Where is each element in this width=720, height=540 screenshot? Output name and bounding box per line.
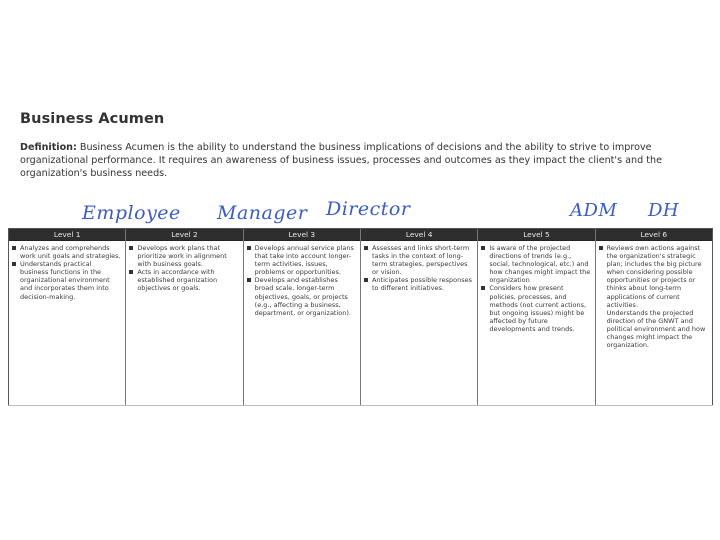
list-item: Considers how present policies, processes, and methods (not current actions, but ongoing issues) might be affected by future developments and trends. [481, 284, 590, 333]
square-bullet-icon [481, 246, 485, 250]
list-item: Develops and establishes broad scale, longer-term objectives, goals, or projects (e.g., affecting a business, department, or organization). [247, 276, 356, 316]
level-body [126, 241, 242, 295]
level-column-5 [478, 229, 595, 405]
square-bullet-icon [364, 246, 368, 250]
level-column-6 [596, 229, 712, 405]
level-header: Level 6 [596, 229, 712, 241]
level-body [244, 241, 360, 319]
list-item: Is aware of the projected directions of trends (e.g., social, technological, etc.) and how changes might impact the organization [481, 244, 590, 284]
square-bullet-icon [12, 262, 16, 266]
level-body [596, 241, 712, 351]
handwritten-label-level1: Employee [82, 202, 181, 224]
list-item: Analyzes and comprehends work unit goals and strategies. [12, 244, 121, 260]
list-item: Acts in accordance with established organization objectives or goals. [129, 268, 238, 292]
list-item: Reviews own actions against the organization's strategic plan; includes the big picture when considering possible opportunities or projects or thinks about long-term applications of current activities. [599, 244, 708, 309]
competency-levels-table [8, 228, 713, 406]
list-item: Develops annual service plans that take into account longer-term activities, issues, problems or opportunities. [247, 244, 356, 276]
level-header: Level 4 [361, 229, 477, 241]
list-item: Develops work plans that prioritize work in alignment with business goals. [129, 244, 238, 268]
square-bullet-icon [247, 278, 251, 282]
handwritten-label-level6: DH [648, 200, 680, 221]
list-item: Anticipates possible responses to different initiatives. [364, 276, 473, 292]
handwritten-label-level5: ADM [570, 200, 618, 221]
square-bullet-icon [481, 286, 485, 290]
level-column-3 [244, 229, 361, 405]
square-bullet-icon [247, 246, 251, 250]
level-header: Level 5 [478, 229, 594, 241]
definition-text: Business Acumen is the ability to understand the business implications of decisions and the ability to strive to improve organizational performance. It requires an awareness of business issues, processes and outcomes as they impact the client's and the organization's business needs. [20, 142, 662, 180]
square-bullet-icon [12, 246, 16, 250]
level-column-2 [126, 229, 243, 405]
level-body [361, 241, 477, 295]
divider [8, 405, 713, 406]
level-body [478, 241, 594, 335]
definition-label: Definition: [20, 142, 77, 153]
definition-paragraph [20, 141, 710, 181]
level-header: Level 2 [126, 229, 242, 241]
document-title: Business Acumen [20, 111, 165, 127]
square-bullet-icon [364, 278, 368, 282]
level-column-1 [9, 229, 126, 405]
handwritten-label-level3: Director [326, 198, 411, 220]
list-item-continuation: Understands the projected direction of the GNWT and political environment and how changes might impact the organization. [606, 308, 706, 350]
list-item: Understands practical business functions in the organizational environment and incorporates them into decision-making. [12, 260, 121, 300]
list-item: Assesses and links short-term tasks in the context of long-term strategies, perspectives or vision. [364, 244, 473, 276]
square-bullet-icon [129, 246, 133, 250]
level-header: Level 1 [9, 229, 125, 241]
square-bullet-icon [599, 246, 603, 250]
level-header: Level 3 [244, 229, 360, 241]
level-body [9, 241, 125, 303]
square-bullet-icon [129, 270, 133, 274]
level-column-4 [361, 229, 478, 405]
handwritten-label-level2: Manager [217, 202, 308, 224]
